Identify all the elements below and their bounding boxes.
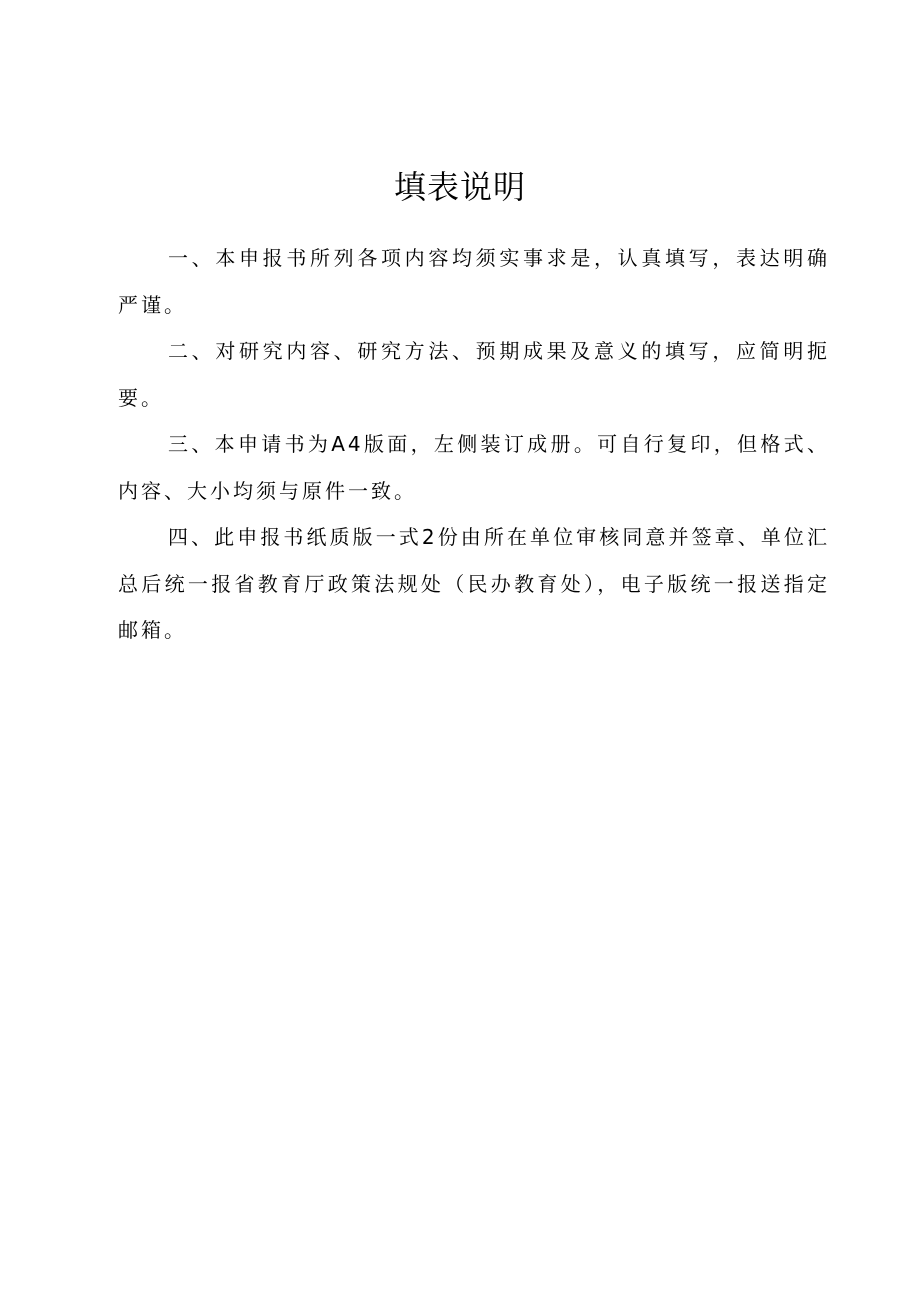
instruction-paragraph-2: 二、对研究内容、研究方法、预期成果及意义的填写，应简明扼要。 bbox=[118, 339, 830, 410]
instruction-paragraph-3: 三、本申请书为A4版面，左侧装订成册。可自行复印，但格式、内容、大小均须与原件一致。 bbox=[118, 432, 830, 503]
instruction-paragraph-4: 四、此申报书纸质版一式2份由所在单位审核同意并签章、单位汇总后统一报省教育厅政策法规处（民办教育处），电子版统一报送指定邮箱。 bbox=[118, 525, 830, 642]
page-title: 填表说明 bbox=[393, 168, 526, 207]
instructions-body bbox=[118, 235, 830, 654]
instruction-paragraph-1: 一、本申报书所列各项内容均须实事求是，认真填写，表达明确严谨。 bbox=[118, 246, 830, 317]
